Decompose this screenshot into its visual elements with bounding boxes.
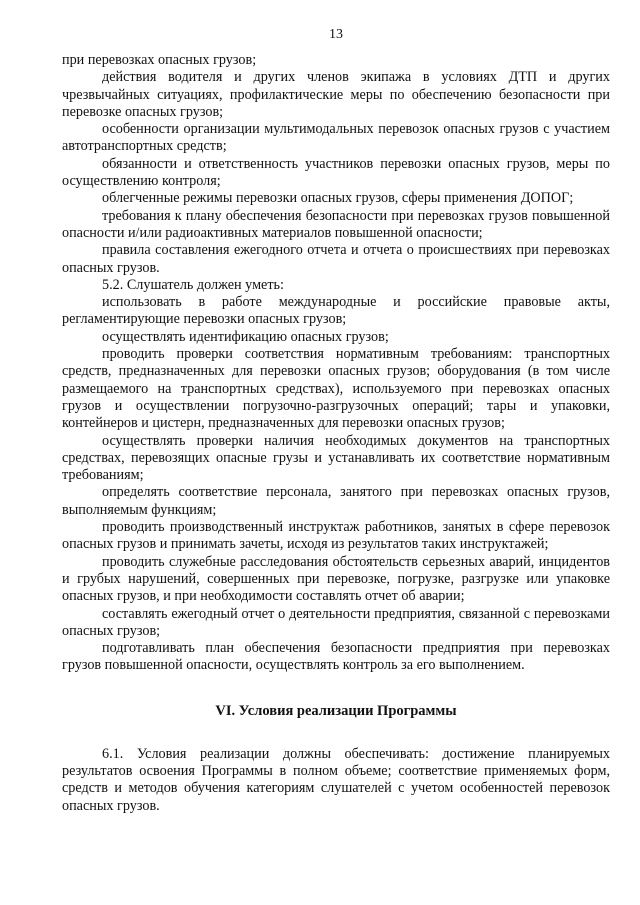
paragraph: облегченные режимы перевозки опасных грузов, сферы применения ДОПОГ; xyxy=(102,190,574,207)
section-title: VI. Условия реализации Программы xyxy=(215,702,457,719)
paragraph: действия водителя и других членов экипажа в условиях ДТП и других чрезвычайных ситуациях, профилактические меры по обеспечению безопасности при перевозке опасных грузов; xyxy=(62,69,610,120)
paragraph: особенности организации мультимодальных перевозок опасных грузов с участием автотранспортных средств; xyxy=(62,121,610,155)
paragraph: использовать в работе международные и российские правовые акты, регламентирующие перевозки опасных грузов; xyxy=(62,294,610,328)
paragraph: 6.1. Условия реализации должны обеспечивать: достижение планируемых результатов освоения Программы в полном объеме; соответствие применяемых форм, средств и методов обучения категориям слушателей с учетом особенностей перевозок опасных грузов. xyxy=(62,745,610,814)
paragraph: составлять ежегодный отчет о деятельности предприятия, связанной с перевозками опасных грузов; xyxy=(62,605,610,639)
paragraph: при перевозках опасных грузов; xyxy=(62,52,257,68)
document-body xyxy=(62,52,610,815)
paragraph: обязанности и ответственность участников перевозки опасных грузов, меры по осуществлению контроля; xyxy=(62,155,610,190)
paragraph: осуществлять идентификацию опасных грузов; xyxy=(102,328,389,345)
paragraph: подготавливать план обеспечения безопасности предприятия при перевозках грузов повышенной опасности, осуществлять контроль за его выполнением. xyxy=(62,640,610,674)
page-number: 13 xyxy=(329,27,343,42)
subsection-heading: 5.2. Слушатель должен уметь: xyxy=(102,276,284,293)
paragraph: требования к плану обеспечения безопасности при перевозках грузов повышенной опасности и/или радиоактивных материалов повышенной опасности; xyxy=(62,207,610,241)
paragraph: правила составления ежегодного отчета и отчета о происшествиях при перевозках опасных грузов. xyxy=(62,242,610,276)
paragraph: проводить проверки соответствия нормативным требованиям: транспортных средств, предназначенных для перевозки опасных грузов; оборудования (в том числе размещаемого на транспортных средствах), используемого при перевозках опасных грузов и осуществлении погрузочно-разгрузочных операций; тары и упаковки, контейнеров и цистерн, предназначенных для перевозки опасных грузов; xyxy=(62,346,610,432)
paragraph: осуществлять проверки наличия необходимых документов на транспортных средствах, перевозящих опасные грузы и устанавливать их соответствие нормативным требованиям; xyxy=(62,432,610,484)
paragraph: проводить производственный инструктаж работников, занятых в сфере перевозок опасных грузов и принимать зачеты, исходя из результатов таких инструктажей; xyxy=(62,519,610,553)
paragraph: определять соответствие персонала, занятого при перевозках опасных грузов, выполняемым функциям; xyxy=(62,484,610,518)
paragraph: проводить служебные расследования обстоятельств серьезных аварий, инцидентов и грубых нарушений, совершенных при перевозке, погрузке, разгрузке или упаковке опасных грузов, и при необходимости составлять отчет об аварии; xyxy=(62,553,610,605)
